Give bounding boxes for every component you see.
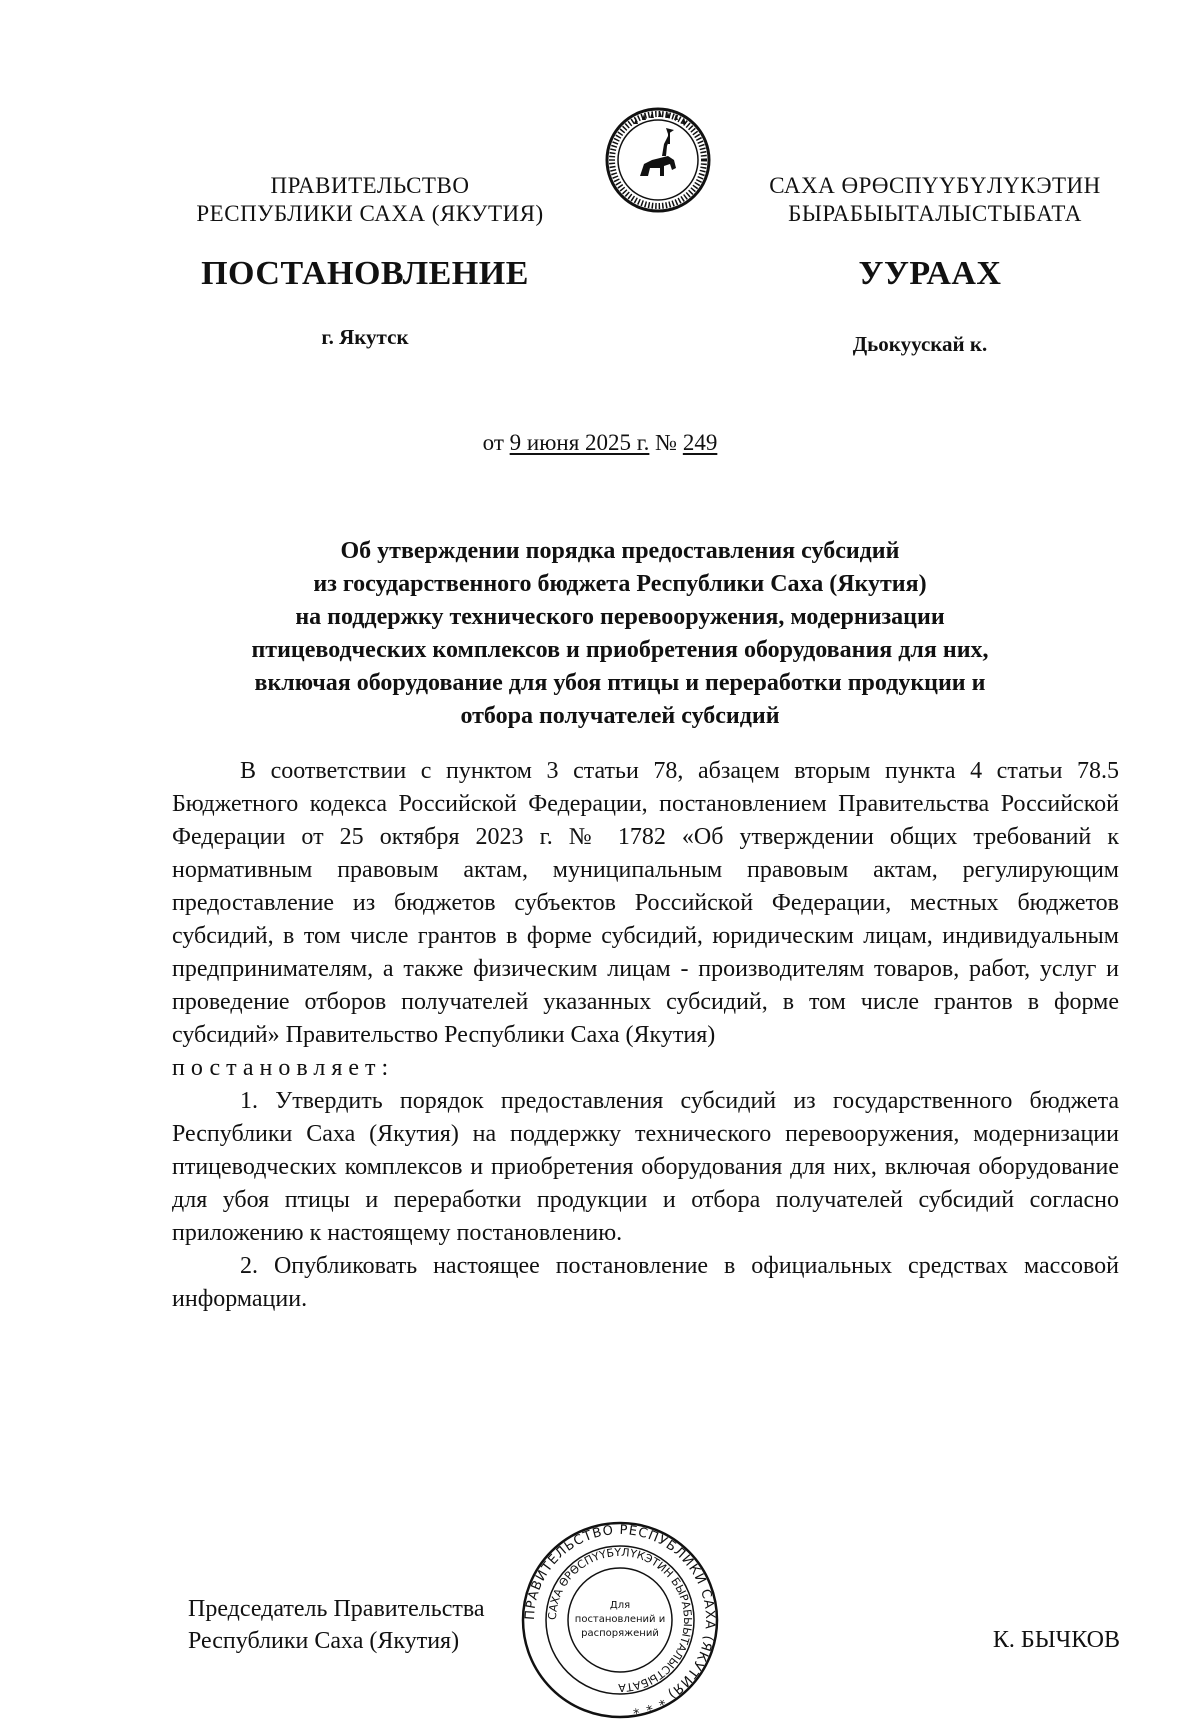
title-line: птицеводческих комплексов и приобретения оборудования для них, bbox=[251, 637, 989, 663]
city-ru: г. Якутск bbox=[321, 325, 409, 349]
signatory-position-line2: Республики Саха (Якутия) bbox=[188, 1628, 460, 1654]
preamble-paragraph bbox=[172, 755, 1119, 1085]
document-type-sakha: УУРААХ bbox=[858, 255, 1002, 292]
signatory-name: К. БЫЧКОВ bbox=[992, 1627, 1120, 1653]
document-title bbox=[160, 535, 1080, 733]
stamp-center-line1: Для bbox=[609, 1600, 631, 1611]
authority-name-ru-line2: РЕСПУБЛИКИ САХА (ЯКУТИЯ) bbox=[196, 201, 544, 226]
decree-word: постановляет: bbox=[172, 1055, 395, 1081]
coat-of-arms-emblem bbox=[604, 106, 712, 214]
authority-name-sakha-line2: БЫРАБЫЫТАЛЫСТЫБАТА bbox=[788, 201, 1082, 226]
official-stamp bbox=[520, 1520, 720, 1720]
stamp-outer-text: ПРАВИТЕЛЬСТВО РЕСПУБЛИКИ САХА (ЯКУТИЯ) * * * bbox=[522, 1522, 718, 1717]
title-line: отбора получателей субсидий bbox=[460, 703, 780, 729]
signatory-position bbox=[188, 1593, 528, 1657]
header-right-authority bbox=[745, 172, 1125, 228]
document-number: 249 bbox=[682, 430, 718, 455]
stamp-center-line3: распоряжений bbox=[581, 1628, 659, 1639]
emblem-icon bbox=[604, 106, 712, 214]
title-line: Об утверждении порядка предоставления субсидий bbox=[340, 538, 900, 564]
city-sakha: Дьокуускай к. bbox=[852, 332, 988, 356]
stamp-icon bbox=[520, 1520, 720, 1720]
stamp-center-line2: постановлений и bbox=[574, 1614, 666, 1625]
document-date: 9 июня 2025 г. bbox=[509, 430, 650, 455]
item-1-paragraph: 1. Утвердить порядок предоставления субсидий из государственного бюджета Республики Саха (Якутия) на поддержку технического перевооружения, модернизации птицеводческих комплексов и приобретения оборудования для них, включая оборудование для убоя птицы и переработки продукции и отбора получателей субсидий согласно приложению к настоящему постановлению. bbox=[172, 1088, 1119, 1246]
number-sign: № bbox=[655, 430, 678, 455]
signatory-position-line1: Председатель Правительства bbox=[188, 1596, 485, 1622]
authority-name-sakha-line1: САХА ӨРӨСПҮҮБҮЛҮКЭТИН bbox=[769, 173, 1101, 198]
document-type-ru: ПОСТАНОВЛЕНИЕ bbox=[201, 255, 529, 292]
document-body bbox=[172, 755, 1119, 1316]
authority-name-ru-line1: ПРАВИТЕЛЬСТВО bbox=[270, 173, 470, 198]
title-line: на поддержку технического перевооружения, модернизации bbox=[295, 604, 945, 630]
preamble-text: В соответствии с пунктом 3 статьи 78, абзацем вторым пункта 4 статьи 78.5 Бюджетного кодекса Российской Федерации, постановлением Правительства Российской Федерации от 25 октября 2023 г. № 1782 «Об утверждении общих требований к нормативным правовым актам, муниципальным правовым актам, регулирующим предоставление из бюджетов субъектов Российской Федерации, местных бюджетов субсидий, в том числе грантов в форме субсидий, юридическим лицам, индивидуальным предпринимателям, а также физическим лицам - производителям товаров, работ, услуг и проведение отборов получателей указанных субсидий, в том числе грантов в форме субсидий» Правительство Республики Саха (Якутия) bbox=[172, 758, 1119, 1048]
title-line: из государственного бюджета Республики Саха (Якутия) bbox=[313, 571, 927, 597]
date-prefix: от bbox=[482, 430, 504, 455]
header-left-authority bbox=[180, 172, 560, 228]
title-line: включая оборудование для убоя птицы и переработки продукции и bbox=[254, 670, 986, 696]
document-dateline bbox=[0, 430, 1200, 456]
stamp-inner-text: САХА ӨРӨСПҮҮБҮЛҮКЭТИН БЫРАБЫЫТАЛЫСТЫБАТА bbox=[545, 1545, 695, 1695]
item-2-paragraph: 2. Опубликовать настоящее постановление в официальных средствах массовой информации. bbox=[172, 1253, 1119, 1312]
